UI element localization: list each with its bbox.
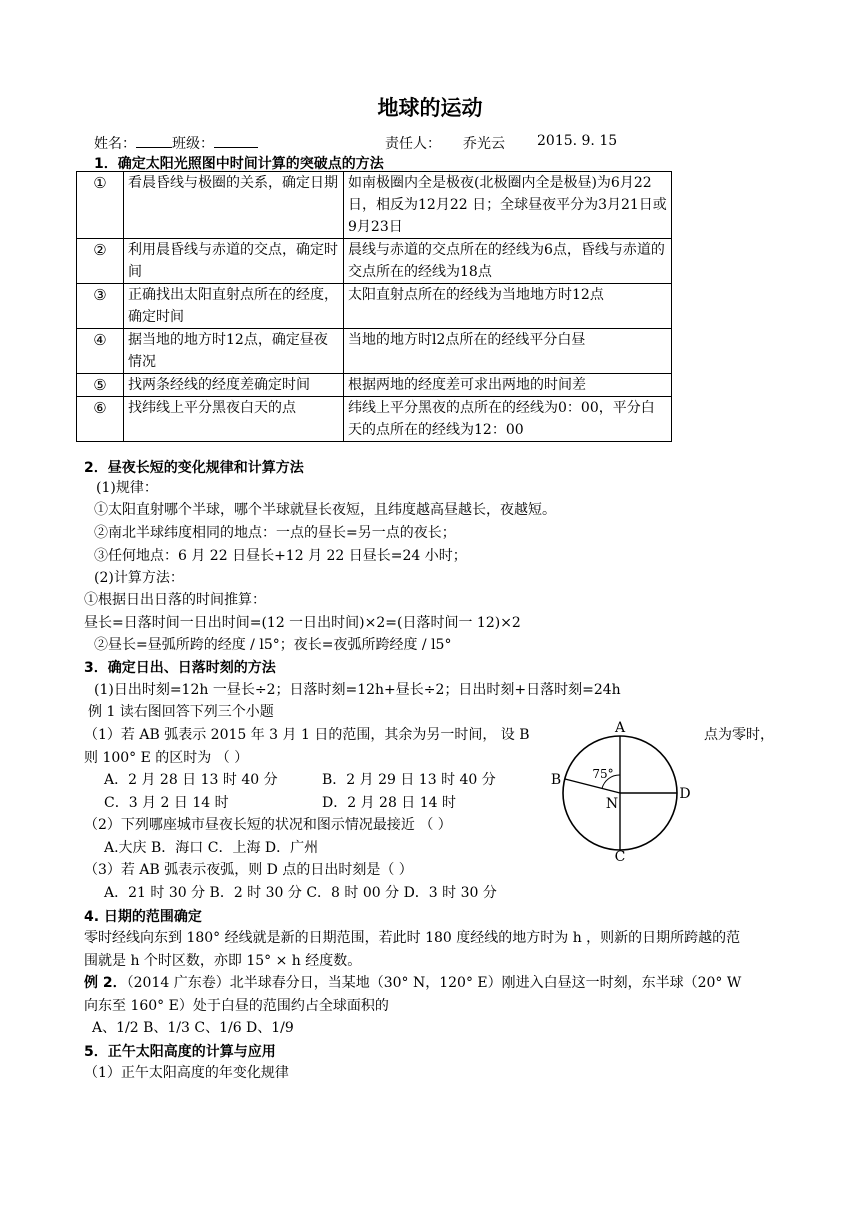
q1-option-d: D．2 月 28 日 14 时	[322, 795, 457, 811]
row-number: ①	[77, 172, 124, 239]
rule-3: ③任何地点：6 月 22 日昼长+12 月 22 日昼长=24 小时；	[94, 548, 467, 564]
table-row	[77, 397, 672, 442]
q2-options: A.大庆 B．海口 C．上海 D．广州	[104, 840, 319, 856]
row-method: 据当地的地方时12点，确定昼夜情况	[124, 329, 344, 374]
label-n: N	[605, 796, 619, 812]
calc-label: (2)计算方法：	[94, 570, 184, 586]
methods-table	[76, 171, 672, 442]
q3-options: A．21 时 30 分 B．2 时 30 分 C．8 时 00 分 D．3 时 30 分	[104, 885, 497, 901]
row-number: ③	[77, 284, 124, 329]
section3-heading: 3．确定日出、日落时刻的方法	[84, 660, 276, 676]
row-detail: 根据两地的经度差可求出两地的时间差	[344, 374, 672, 397]
row-detail: 晨线与赤道的交点所在的经线为6点，昏线与赤道的交点所在的经线为18点	[344, 239, 672, 284]
section4-heading: 4. 日期的范围确定	[84, 909, 202, 925]
responsible-name: 乔光云	[463, 136, 505, 152]
q3-text: （3）若 AB 弧表示夜弧，则 D 点的日出时刻是（ ）	[84, 862, 413, 878]
sunrise-formula: (1)日出时刻=12h 一昼长÷2；日落时刻=12h+昼长÷2；日出时刻+日落时刻=24h	[94, 682, 621, 698]
row-detail: 当地的地方时l2点所在的经线平分白昼	[344, 329, 672, 374]
example2-label: 例 2．	[84, 975, 127, 991]
example2-text: （2014 广东卷）北半球春分日，当某地（30° N，120° E）刚进入白昼这一时刻，东半球（20° W	[126, 975, 742, 991]
section4-line2: 围就是 h 个时区数，亦即 15° × h 经度数。	[84, 953, 362, 969]
table-row	[77, 239, 672, 284]
example1-intro: 例 1 读右图回答下列三个小题	[88, 704, 274, 720]
rule-1: ①太阳直射哪个半球，哪个半球就昼长夜短，且纬度越高昼越长，夜越短。	[94, 502, 556, 518]
section2-heading: 2．昼夜长短的变化规律和计算方法	[84, 460, 304, 476]
q1-option-b: B．2 月 29 日 13 时 40 分	[322, 772, 496, 788]
angle-label: 75°	[592, 767, 614, 781]
section4-line1: 零时经线向东到 180° 经线就是新的日期范围，若此时 180 度经线的地方时为 h ，则新的日期所跨越的范	[84, 930, 741, 946]
label-b: B	[550, 772, 562, 788]
rule-label: (1)规律：	[96, 480, 158, 496]
table-row	[77, 284, 672, 329]
class-blank	[214, 133, 258, 148]
example2-line2: 向东至 160° E）处于白昼的范围约占全球面积的	[84, 998, 389, 1014]
q1-text-end: 点为零时，	[704, 727, 774, 743]
calc-2: ②昼长=昼弧所跨的经度 / l5°；夜长=夜弧所跨经度 / l5°	[94, 637, 452, 653]
table-row	[77, 172, 672, 239]
row-detail: 纬线上平分黑夜的点所在的经线为0：00，平分白天的点所在的经线为12：00	[344, 397, 672, 442]
name-class-line	[94, 133, 258, 153]
header-date: 2015. 9. 15	[537, 133, 618, 149]
row-method: 找两条经线的经度差确定时间	[124, 374, 344, 397]
class-label: 班级：	[172, 136, 214, 152]
row-number: ⑥	[77, 397, 124, 442]
q1-option-a: A．2 月 28 日 13 时 40 分	[104, 772, 278, 788]
table-row	[77, 329, 672, 374]
rule-2: ②南北半球纬度相同的地点：一点的昼长=另一点的夜长；	[94, 525, 456, 541]
q2-text: （2）下列哪座城市昼夜长短的状况和图示情况最接近 （ ）	[84, 817, 452, 833]
row-detail: 太阳直射点所在的经线为当地地方时12点	[344, 284, 672, 329]
section5-heading: 5．正午太阳高度的计算与应用	[84, 1044, 276, 1060]
row-method: 利用晨昏线与赤道的交点，确定时间	[124, 239, 344, 284]
name-label: 姓名：	[94, 136, 136, 152]
calc-1: ①根据日出日落的时间推算：	[84, 592, 266, 608]
row-number: ④	[77, 329, 124, 374]
row-number: ⑤	[77, 374, 124, 397]
row-method: 看晨昏线与极圈的关系，确定日期	[124, 172, 344, 239]
q1-option-c: C．3 月 2 日 14 时	[104, 795, 229, 811]
radius-nb	[565, 779, 620, 793]
table-row	[77, 374, 672, 397]
label-d: D	[679, 786, 691, 802]
row-detail: 如南极圈内全是极夜(北极圈内全是极昼)为6月22日，相反为12月22 日；全球昼夜平分为3月21日或9月23日	[344, 172, 672, 239]
example2-line1	[84, 973, 741, 993]
label-a: A	[614, 720, 626, 736]
name-blank	[136, 133, 172, 148]
row-number: ②	[77, 239, 124, 284]
page-title: 地球的运动	[377, 96, 483, 120]
q1-text-cont: 则 100° E 的区时为 （ ）	[84, 750, 249, 766]
row-method: 找纬线上平分黑夜白天的点	[124, 397, 344, 442]
responsible-label: 责任人：	[385, 136, 441, 152]
section5-sub: （1）正午太阳高度的年变化规律	[84, 1065, 289, 1081]
row-method: 正确找出太阳直射点所在的经度，确定时间	[124, 284, 344, 329]
calc-formula: 昼长=日落时间一日出时间=(12 一日出时间)×2=(日落时间一 12)×2	[84, 615, 521, 631]
earth-circle-diagram	[540, 716, 691, 865]
example2-options: A、1/2 B、1/3 C、1/6 D、1/9	[92, 1020, 294, 1036]
section1-heading: 1．确定太阳光照图中时间计算的突破点的方法	[94, 156, 384, 172]
label-c: C	[614, 849, 626, 865]
q1-text: （1）若 AB 弧表示 2015 年 3 月 1 日的范围，其余为另一时间， 设 B	[84, 727, 530, 743]
